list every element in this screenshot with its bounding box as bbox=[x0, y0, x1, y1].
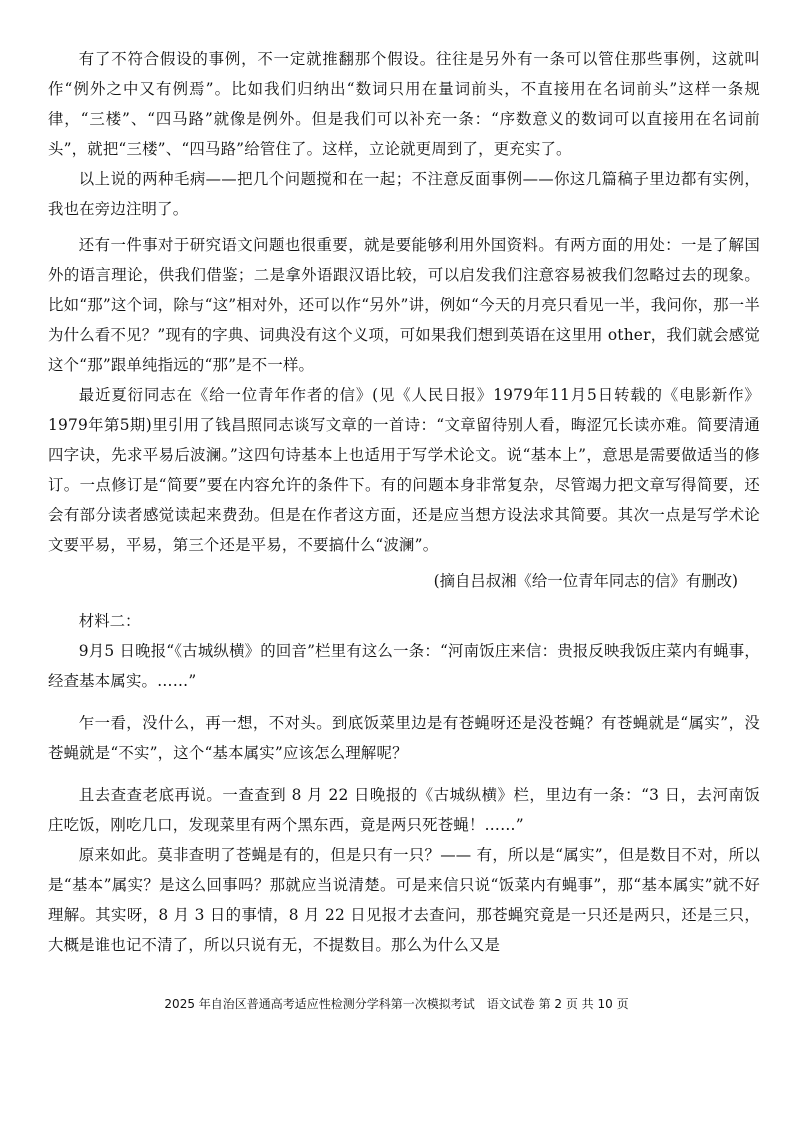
paragraph-poem-quote: 最近夏衍同志在《给一位青年作者的信》(见《人民日报》1979年11月5日转载的《电影新作》1979年第5期)里引用了钱昌照同志谈写文章的一首诗：“文章留待别人看，晦涩冗长读亦难。简要清通四字诀，先求平易后波澜。”这四句诗基本上也适用于写学术论文。说“基本上”，意思是需要做适当的修订。一点修订是“简要”要在内容允许的条件下。有的问题本身非常复杂，尽管竭力把文章写得简要，还会有部分读者感觉读起来费劲。但是在作者这方面，还是应当想方设法求其简要。其次一点是写学术论文要平易，平易，第三个还是平易，不要搞什么“波澜”。 bbox=[48, 386, 760, 554]
material-two-label: 材料二： bbox=[78, 612, 141, 630]
paragraph-evening-news: 9月5 日晚报“《古城纵横》的回音”栏里有这么一条：“河南饭庄来信：贵报反映我饭庄菜内有蝇事，经查基本属实。……” bbox=[48, 642, 760, 690]
paragraph-first-glance: 乍一看，没什么，再一想，不对头。到底饭菜里边是有苍蝇呀还是没苍蝇？有苍蝇就是“属实”，没苍蝇就是“不实”，这个“基本属实”应该怎么理解呢？ bbox=[48, 714, 760, 762]
paragraph-foreign-materials: 还有一件事对于研究语文问题也很重要，就是要能够利用外国资料。有两方面的用处：一是了解国外的语言理论，供我们借鉴；二是拿外语跟汉语比较，可以启发我们注意容易被我们忽略过去的现象。比如“那”这个词，除与“这”相对外，还可以作“另外”讲，例如“今天的月亮只看见一半，我问你，那一半为什么看不见？”现有的字典、词典没有这个义项，可如果我们想到英语在这里用 other，我们就会感觉这个“那”跟单纯指远的“那”是不一样。 bbox=[48, 236, 760, 374]
paragraph-counterexample: 有了不符合假设的事例，不一定就推翻那个假设。往往是另外有一条可以管住那些事例，这就叫作“例外之中又有例焉”。比如我们归纳出“数词只用在量词前头，不直接用在名词前头”这样一条规律，“三楼”、“四马路”就像是例外。但是我们可以补充一条：“序数意义的数词可以直接用在名词前头”，就把“三楼”、“四马路”给管住了。这样，立论就更周到了，更充实了。 bbox=[48, 50, 760, 158]
paragraph-check-records: 且去查查老底再说。一查查到 8 月 22 日晚报的《古城纵横》栏，里边有一条：“3 日，去河南饭庄吃饭，刚吃几口，发现菜里有两个黑东西，竟是两只死苍蝇！……” bbox=[48, 786, 760, 834]
source-attribution: (摘自吕叔湘《给一位青年同志的信》有删改) bbox=[433, 572, 738, 590]
page-footer: 2025 年自治区普通高考适应性检测分学科第一次模拟考试 语文试卷 第 2 页 共 10 页 bbox=[164, 997, 629, 1011]
paragraph-so-that-is-it: 原来如此。莫非查明了苍蝇是有的，但是只有一只？—— 有，所以是“属实”，但是数目不对，所以是“基本”属实？是这么回事吗？那就应当说清楚。可是来信只说“饭菜内有蝇事”，那“基本属实”就不好理解。其实呀，8 月 3 日的事情，8 月 22 日见报才去查问，那苍蝇究竟是一只还是两只，还是三只，大概是谁也记不清了，所以只说有无，不提数目。那么为什么又是 bbox=[48, 846, 760, 954]
document-page bbox=[48, 44, 760, 960]
paragraph-two-faults: 以上说的两种毛病——把几个问题搅和在一起；不注意反面事例——你这几篇稿子里边都有实例，我也在旁边注明了。 bbox=[48, 170, 760, 218]
